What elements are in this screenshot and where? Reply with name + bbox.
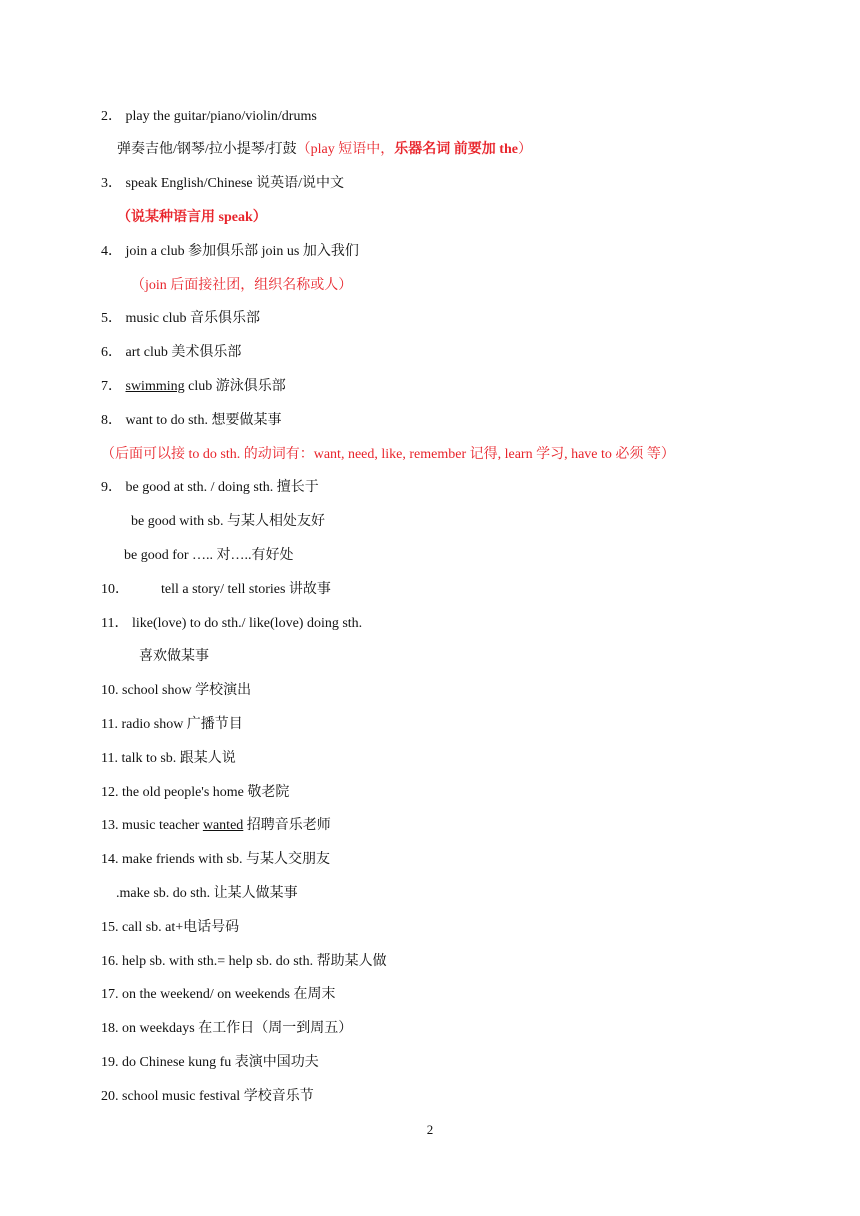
item-music-festival: 20. school music festival 学校音乐节 xyxy=(101,1089,314,1104)
item-school-show: 10. school show 学校演出 xyxy=(101,683,252,698)
item-8-want-to-do: 8． want to do sth. 想要做某事 xyxy=(101,413,282,428)
item-9-be-good-with: be good with sb. 与某人相处友好 xyxy=(131,514,326,529)
item-help-sb: 16. help sb. with sth.= help sb. do sth. 帮助某人做 xyxy=(101,954,387,969)
item-10-number: 10． xyxy=(101,582,129,597)
item-music-teacher-wanted xyxy=(101,817,331,835)
item-talk-to: 11. talk to sb. 跟某人说 xyxy=(101,751,236,766)
item-5-music-club: 5． music club 音乐俱乐部 xyxy=(101,311,261,326)
item-11-translation: 喜欢做某事 xyxy=(139,649,209,664)
item-3-speak-language: 3． speak English/Chinese 说英语/说中文 xyxy=(101,176,345,191)
item-make-sb-do: .make sb. do sth. 让某人做某事 xyxy=(116,886,298,901)
item-13-underlined-word: wanted xyxy=(202,818,244,833)
item-7-underlined-word: swimming xyxy=(125,379,185,394)
item-10-tell-story xyxy=(101,581,331,599)
item-7-rest: club 游泳俱乐部 xyxy=(184,379,286,394)
item-10-text: tell a story/ tell stories 讲故事 xyxy=(161,582,331,597)
item-11-like-to-do: 11． like(love) to do sth./ like(love) doing sth. xyxy=(101,616,363,631)
item-old-peoples-home: 12. the old people's home 敬老院 xyxy=(101,785,290,800)
item-4-note: （join 后面接社团，组织名称或人） xyxy=(131,278,353,293)
item-2-play-instruments: 2． play the guitar/piano/violin/drums xyxy=(101,109,317,124)
item-on-weekdays: 18. on weekdays 在工作日（周一到周五） xyxy=(101,1021,353,1036)
item-2-note-open: （play 短语中， xyxy=(296,142,395,157)
page-number: 2 xyxy=(426,1122,434,1137)
item-2-translation: 弹奏吉他/钢琴/拉小提琴/打鼓 xyxy=(117,142,297,157)
item-make-friends: 14. make friends with sb. 与某人交朋友 xyxy=(101,852,331,867)
item-2-note-emphasis: 乐器名词 前要加 the xyxy=(394,142,518,157)
item-call-sb: 15. call sb. at+电话号码 xyxy=(101,920,240,935)
item-2-note xyxy=(117,141,532,159)
item-13-text: 13. music teacher xyxy=(101,818,203,833)
item-8-note: （后面可以接 to do sth. 的动词有：want, need, like, remember 记得, learn 学习, have to 必须 等） xyxy=(101,447,675,462)
item-9-be-good-at: 9． be good at sth. / doing sth. 擅长于 xyxy=(101,480,319,495)
item-13-translation: 招聘音乐老师 xyxy=(243,818,331,833)
item-6-art-club: 6． art club 美术俱乐部 xyxy=(101,345,242,360)
item-7-number: 7． xyxy=(101,379,126,394)
item-on-weekend: 17. on the weekend/ on weekends 在周末 xyxy=(101,987,336,1002)
item-3-note: （说某种语言用 speak） xyxy=(117,210,267,225)
item-radio-show: 11. radio show 广播节目 xyxy=(101,717,243,732)
item-7-swimming-club xyxy=(101,378,286,396)
item-4-join-club: 4． join a club 参加俱乐部 join us 加入我们 xyxy=(101,244,359,259)
item-2-note-close: ） xyxy=(517,142,532,157)
item-9-be-good-for: be good for ….. 对…..有好处 xyxy=(124,548,294,563)
item-kung-fu: 19. do Chinese kung fu 表演中国功夫 xyxy=(101,1055,319,1070)
